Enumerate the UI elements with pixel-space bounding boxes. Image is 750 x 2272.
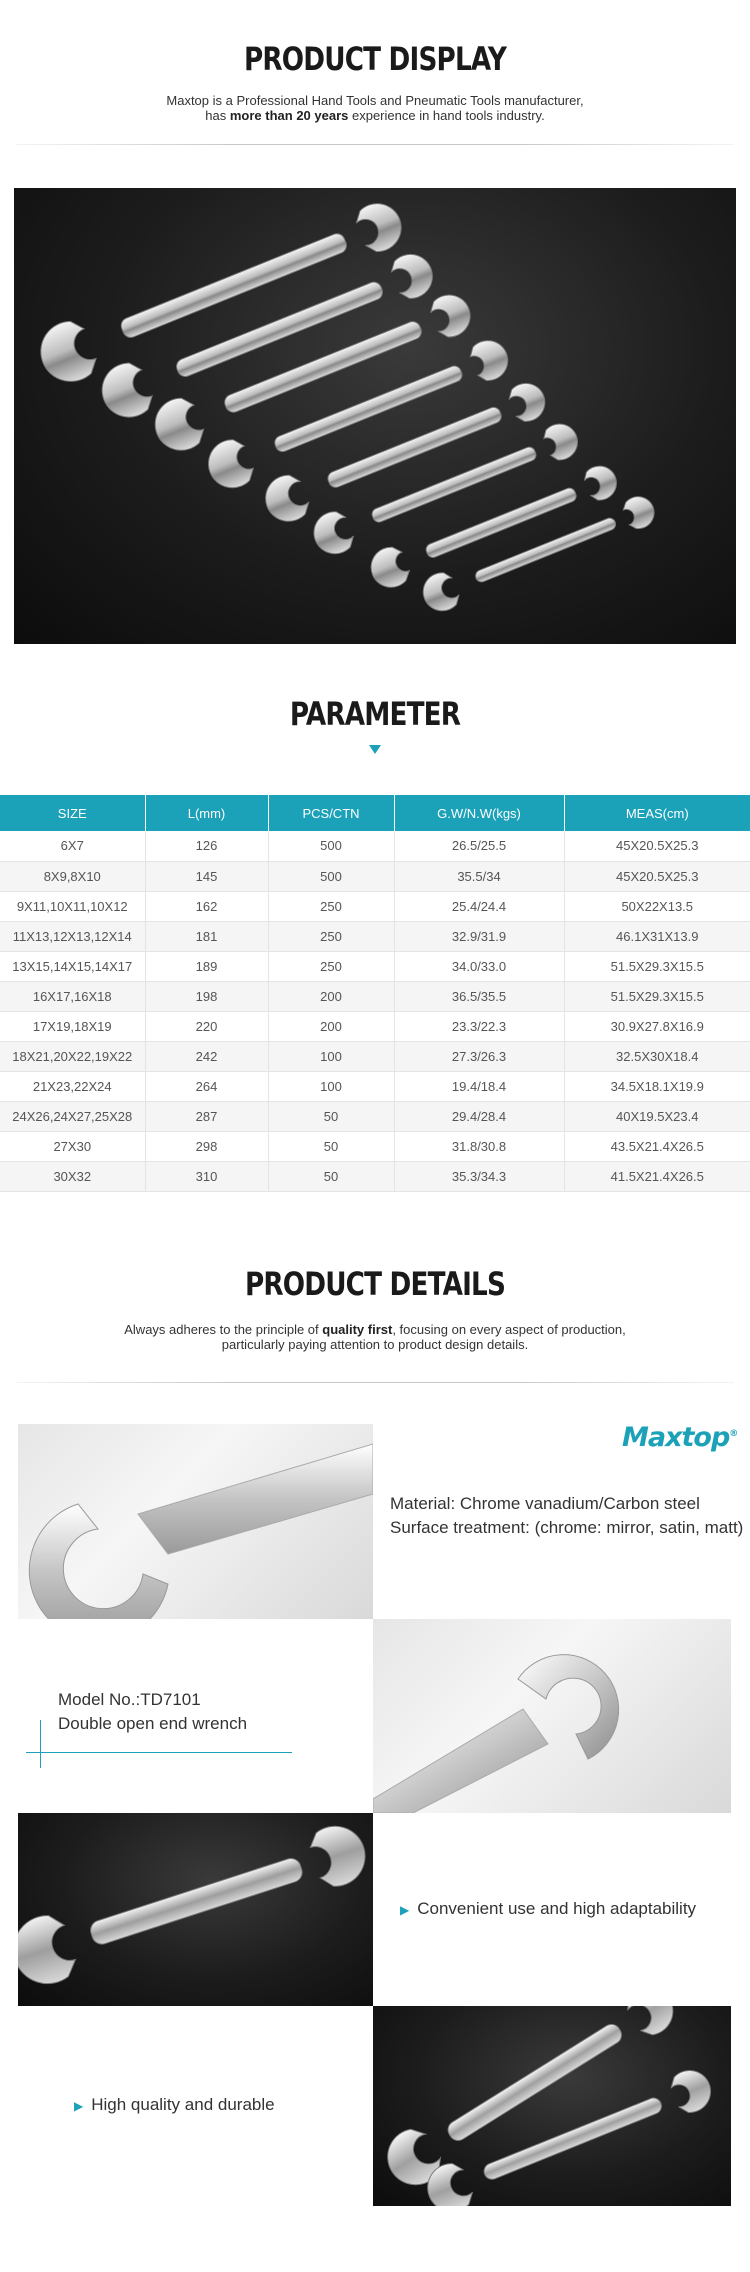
table-cell: 41.5X21.4X26.5 xyxy=(564,1161,750,1191)
table-cell: 31.8/30.8 xyxy=(394,1131,564,1161)
material-spec xyxy=(390,1492,743,1540)
model-name: Double open end wrench xyxy=(58,1714,248,1733)
details-intro-line1: Always adheres to the principle of quality first, focusing on every aspect of production, xyxy=(124,1322,626,1337)
table-cell: 287 xyxy=(145,1101,268,1131)
details-intro xyxy=(0,1322,750,1352)
table-cell: 9X11,10X11,10X12 xyxy=(0,891,145,921)
col-meas-header: MEAS(cm) xyxy=(564,795,750,831)
table-row xyxy=(0,1071,750,1101)
wrench-jaw-photo xyxy=(373,1619,731,1813)
product-display-title: PRODUCT DISPLAY xyxy=(243,40,507,78)
feature-durable-text: High quality and durable xyxy=(91,2095,275,2114)
table-cell: 50 xyxy=(268,1131,394,1161)
col-length-header: L(mm) xyxy=(145,795,268,831)
details-intro-line2: particularly paying attention to product design details. xyxy=(221,1337,529,1352)
table-cell: 50 xyxy=(268,1101,394,1131)
table-cell: 19.4/18.4 xyxy=(394,1071,564,1101)
table-cell: 17X19,18X19 xyxy=(0,1011,145,1041)
table-cell: 50X22X13.5 xyxy=(564,891,750,921)
table-cell: 11X13,12X13,12X14 xyxy=(0,921,145,951)
table-cell: 32.9/31.9 xyxy=(394,921,564,951)
table-row xyxy=(0,981,750,1011)
table-cell: 23.3/22.3 xyxy=(394,1011,564,1041)
table-row xyxy=(0,831,750,861)
wrench-dark-photo xyxy=(18,1813,373,2006)
table-cell: 46.1X31X13.9 xyxy=(564,921,750,951)
table-cell: 35.5/34 xyxy=(394,861,564,891)
parameter-title: PARAMETER xyxy=(289,695,461,733)
table-cell: 200 xyxy=(268,981,394,1011)
table-cell: 200 xyxy=(268,1011,394,1041)
table-cell: 162 xyxy=(145,891,268,921)
table-cell: 220 xyxy=(145,1011,268,1041)
table-cell: 43.5X21.4X26.5 xyxy=(564,1131,750,1161)
table-cell: 36.5/35.5 xyxy=(394,981,564,1011)
model-info xyxy=(58,1688,247,1736)
table-cell: 198 xyxy=(145,981,268,1011)
col-pcs-header: PCS/CTN xyxy=(268,795,394,831)
table-cell: 310 xyxy=(145,1161,268,1191)
table-cell: 25.4/24.4 xyxy=(394,891,564,921)
table-cell: 6X7 xyxy=(0,831,145,861)
triangle-bullet-icon: ▶ xyxy=(74,2099,84,2113)
table-cell: 250 xyxy=(268,891,394,921)
table-row xyxy=(0,1161,750,1191)
divider xyxy=(16,1382,734,1383)
table-cell: 51.5X29.3X15.5 xyxy=(564,951,750,981)
company-intro-line2: has more than 20 years experience in hand tools industry. xyxy=(205,108,545,123)
table-cell: 32.5X30X18.4 xyxy=(564,1041,750,1071)
table-cell: 500 xyxy=(268,831,394,861)
feature-adaptability-text: Convenient use and high adaptability xyxy=(417,1899,697,1918)
table-row xyxy=(0,921,750,951)
surface-text: Surface treatment: (chrome: mirror, satin, matt) xyxy=(390,1518,744,1537)
feature-durable xyxy=(74,2093,275,2118)
table-cell: 18X21,20X22,19X22 xyxy=(0,1041,145,1071)
table-row xyxy=(0,1131,750,1161)
table-cell: 34.5X18.1X19.9 xyxy=(564,1071,750,1101)
table-cell: 34.0/33.0 xyxy=(394,951,564,981)
table-cell: 50 xyxy=(268,1161,394,1191)
table-cell: 35.3/34.3 xyxy=(394,1161,564,1191)
table-row xyxy=(0,1101,750,1131)
model-vertical-line xyxy=(40,1720,41,1768)
triangle-bullet-icon: ▶ xyxy=(400,1903,410,1917)
table-cell: 24X26,24X27,25X28 xyxy=(0,1101,145,1131)
table-cell: 51.5X29.3X15.5 xyxy=(564,981,750,1011)
table-row xyxy=(0,951,750,981)
table-cell: 250 xyxy=(268,951,394,981)
material-text: Material: Chrome vanadium/Carbon steel xyxy=(390,1494,700,1513)
wrench-closeup-photo xyxy=(18,1424,373,1619)
table-cell: 13X15,14X15,14X17 xyxy=(0,951,145,981)
table-cell: 40X19.5X23.4 xyxy=(564,1101,750,1131)
table-cell: 27X30 xyxy=(0,1131,145,1161)
table-cell: 26.5/25.5 xyxy=(394,831,564,861)
table-cell: 30.9X27.8X16.9 xyxy=(564,1011,750,1041)
table-cell: 8X9,8X10 xyxy=(0,861,145,891)
col-weight-header: G.W/N.W(kgs) xyxy=(394,795,564,831)
table-cell: 181 xyxy=(145,921,268,951)
feature-adaptability xyxy=(400,1897,696,1922)
table-row xyxy=(0,861,750,891)
table-cell: 189 xyxy=(145,951,268,981)
maxtop-logo: Maxtop® xyxy=(622,1422,738,1453)
wrench-set-photo xyxy=(14,188,736,644)
table-row xyxy=(0,1041,750,1071)
col-size-header: SIZE xyxy=(0,795,145,831)
caret-down-icon xyxy=(369,745,381,754)
table-cell: 242 xyxy=(145,1041,268,1071)
table-cell: 126 xyxy=(145,831,268,861)
table-cell: 250 xyxy=(268,921,394,951)
table-cell: 100 xyxy=(268,1041,394,1071)
divider xyxy=(16,144,734,145)
table-cell: 16X17,16X18 xyxy=(0,981,145,1011)
table-cell: 27.3/26.3 xyxy=(394,1041,564,1071)
company-intro xyxy=(0,93,750,123)
table-cell: 29.4/28.4 xyxy=(394,1101,564,1131)
table-cell: 30X32 xyxy=(0,1161,145,1191)
table-cell: 500 xyxy=(268,861,394,891)
table-cell: 45X20.5X25.3 xyxy=(564,831,750,861)
table-cell: 21X23,22X24 xyxy=(0,1071,145,1101)
table-row xyxy=(0,891,750,921)
table-cell: 145 xyxy=(145,861,268,891)
product-details-title: PRODUCT DETAILS xyxy=(244,1265,506,1303)
model-underline xyxy=(26,1752,292,1753)
table-header-row xyxy=(0,795,750,831)
wrench-pair-photo xyxy=(373,2006,731,2206)
table-row xyxy=(0,1011,750,1041)
table-cell: 100 xyxy=(268,1071,394,1101)
table-cell: 45X20.5X25.3 xyxy=(564,861,750,891)
table-cell: 298 xyxy=(145,1131,268,1161)
company-intro-line1: Maxtop is a Professional Hand Tools and Pneumatic Tools manufacturer, xyxy=(166,93,584,108)
table-cell: 264 xyxy=(145,1071,268,1101)
model-number: Model No.:TD7101 xyxy=(58,1690,201,1709)
parameter-table xyxy=(0,795,750,1192)
